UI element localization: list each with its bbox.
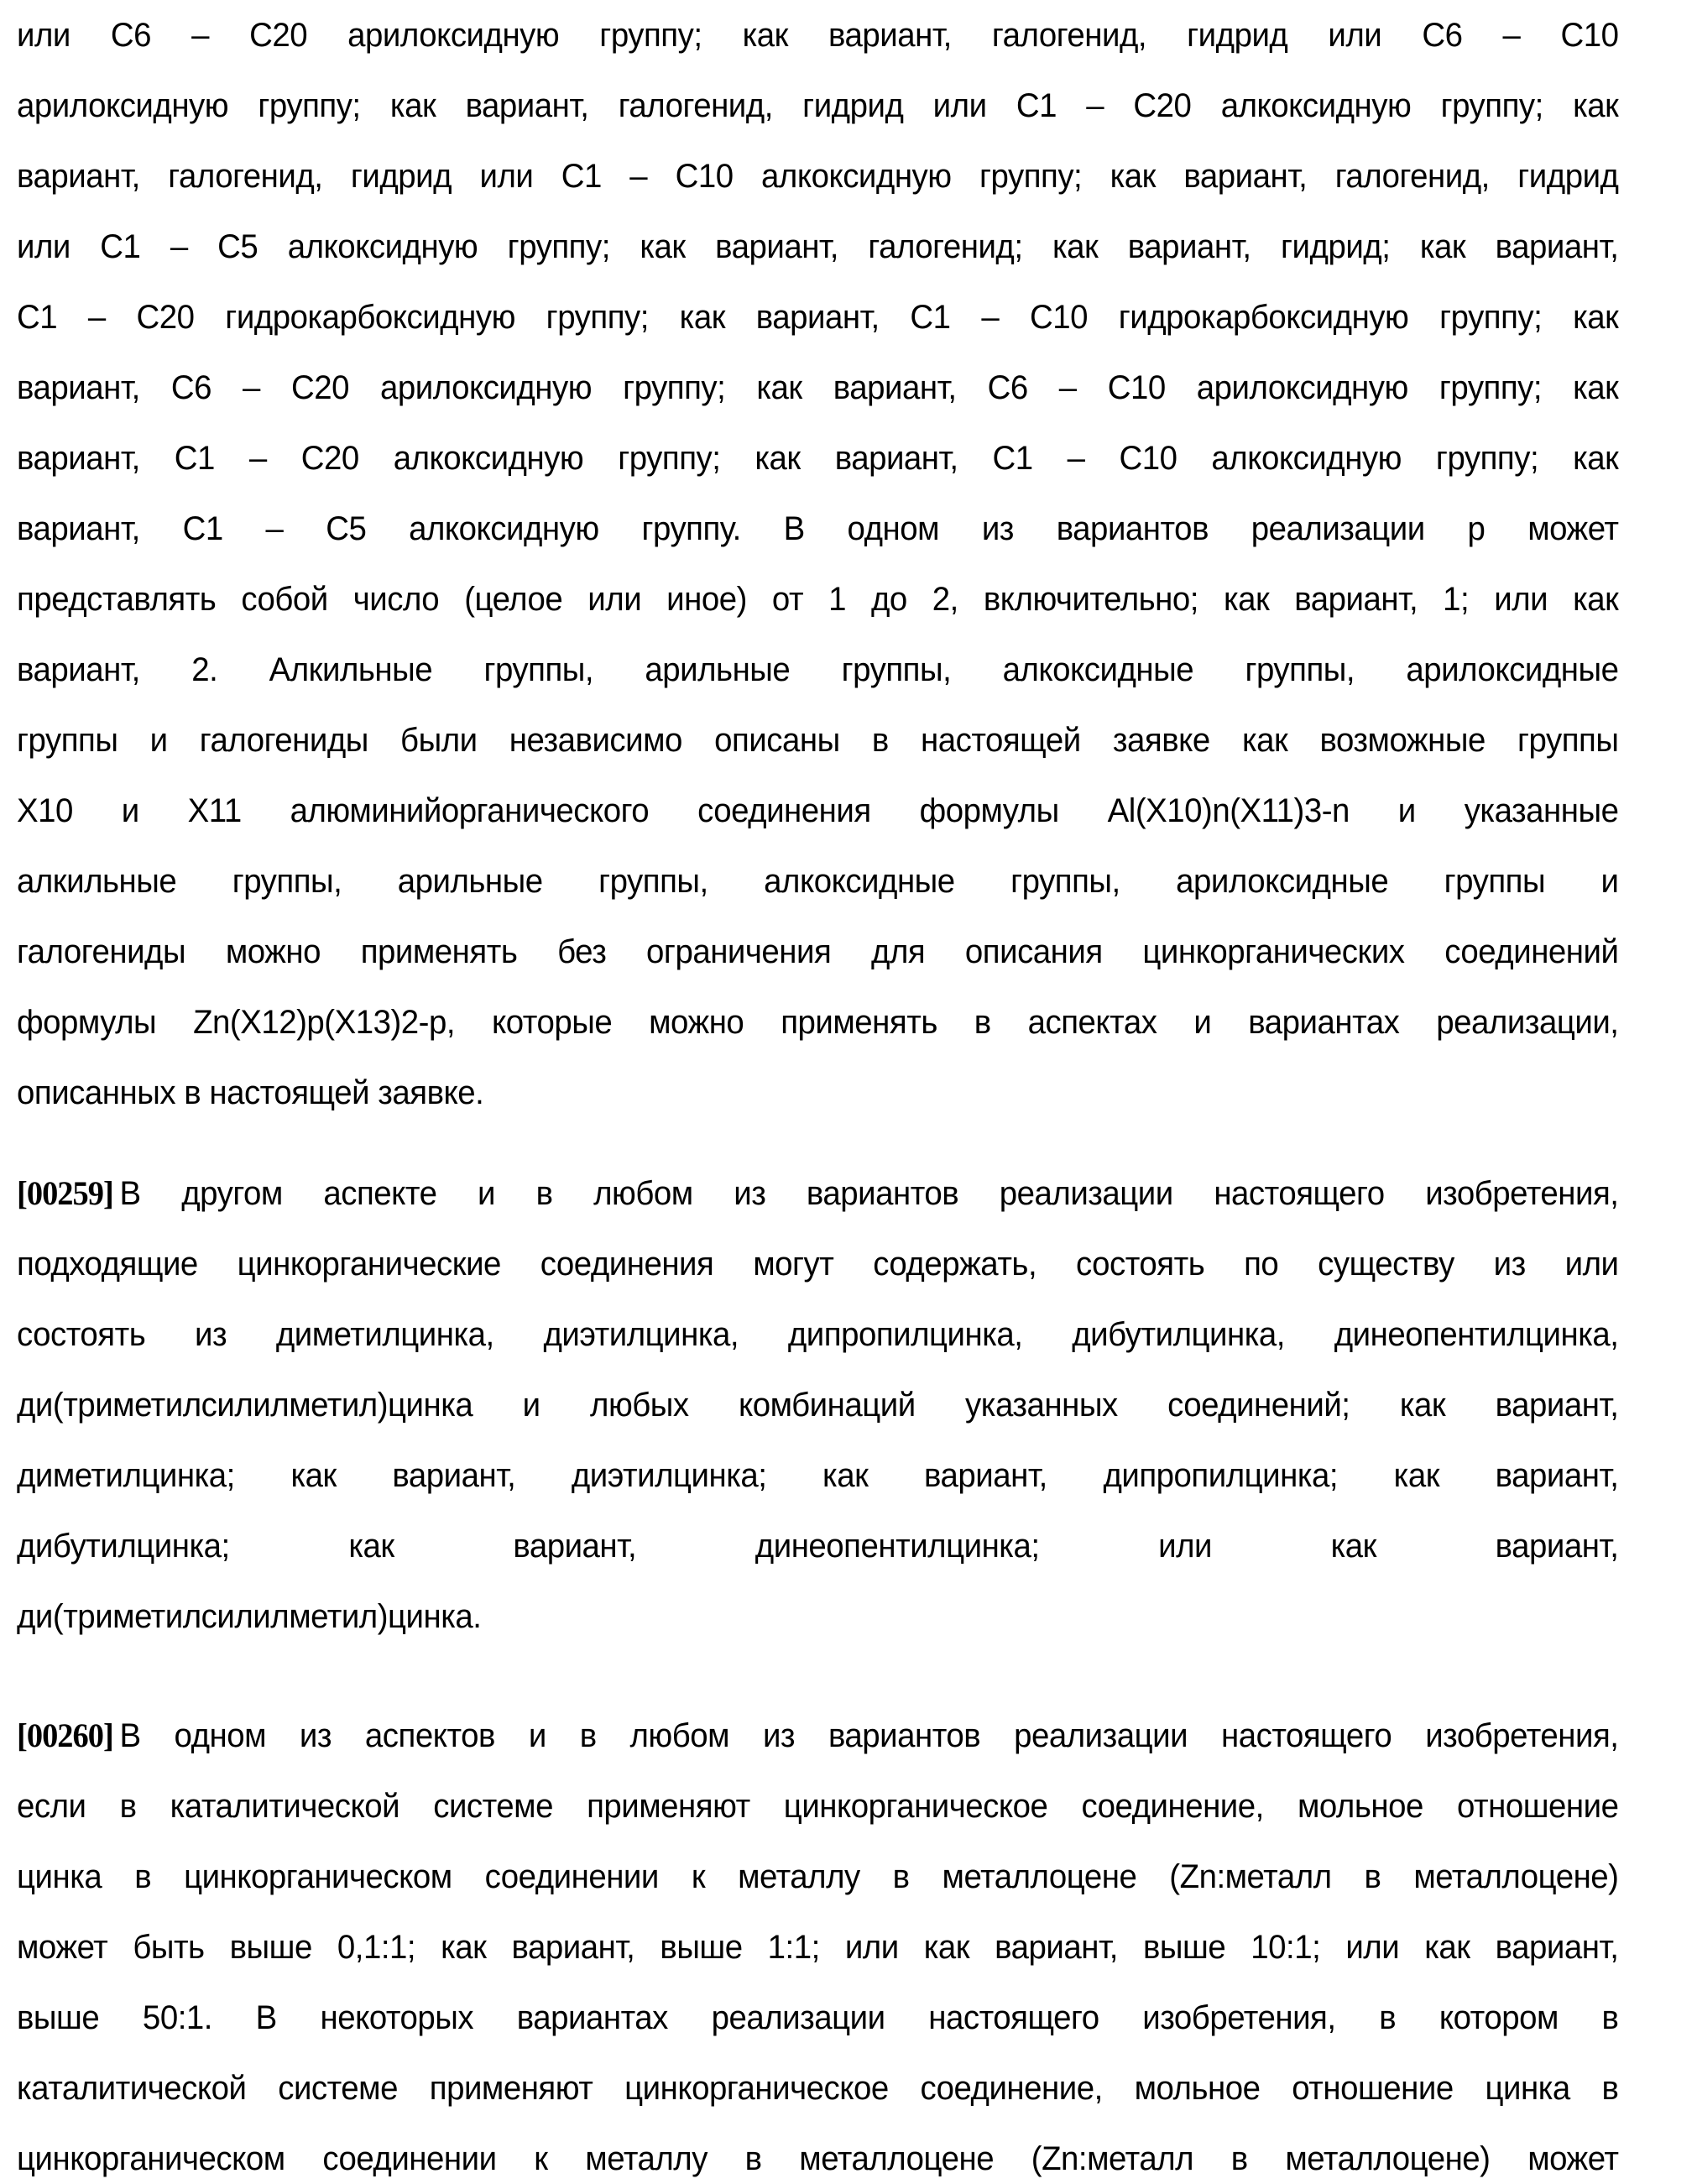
text-line: вариант, C1 – C20 алкоксидную группу; как вариант, C1 – C10 алкоксидную группу; как: [17, 440, 1619, 477]
text-line: выше 50:1. В некоторых вариантах реализации настоящего изобретения, в котором в: [17, 1999, 1619, 2036]
paragraph-number: [00260]: [17, 1716, 113, 1754]
text-line: цинкорганическом соединении к металлу в металлоцене (Zn:металл в металлоцене) может: [17, 2140, 1619, 2177]
text-line: [17, 1168, 1618, 1219]
paragraph-number: [00259]: [17, 1174, 113, 1212]
text-line: ди(триметилсилилметил)цинка и любых комбинаций указанных соединений; как вариант,: [17, 1387, 1619, 1424]
text-line: или C6 – C20 арилоксидную группу; как вариант, галогенид, гидрид или C6 – C10: [17, 17, 1619, 54]
text-line: вариант, C1 – C5 алкоксидную группу. В одном из вариантов реализации p может: [17, 510, 1619, 547]
text-line: вариант, галогенид, гидрид или C1 – C10 алкоксидную группу; как вариант, галогенид, гидрид: [17, 158, 1619, 195]
text-line: представлять собой число (целое или иное) от 1 до 2, включительно; как вариант, 1; или как: [17, 581, 1619, 618]
text-line: ди(триметилсилилметил)цинка.: [17, 1598, 482, 1635]
text-line: арилоксидную группу; как вариант, галогенид, гидрид или C1 – C20 алкоксидную группу; как: [17, 87, 1619, 124]
text-line: C1 – C20 гидрокарбоксидную группу; как вариант, C1 – C10 гидрокарбоксидную группу; как: [17, 299, 1619, 336]
text-line: может быть выше 0,1:1; как вариант, выше 1:1; или как вариант, выше 10:1; или как вариант,: [17, 1929, 1619, 1966]
text-line: галогениды можно применять без ограничения для описания цинкорганических соединений: [17, 933, 1619, 970]
text-line: или C1 – C5 алкоксидную группу; как вариант, галогенид; как вариант, гидрид; как вариант,: [17, 228, 1619, 265]
text-line: описанных в настоящей заявке.: [17, 1074, 484, 1111]
text-line: каталитической системе применяют цинкорганическое соединение, мольное отношение цинка в: [17, 2070, 1619, 2107]
text-line: вариант, C6 – C20 арилоксидную группу; как вариант, C6 – C10 арилоксидную группу; как: [17, 369, 1619, 406]
text-line: диметилцинка; как вариант, диэтилцинка; как вариант, дипропилцинка; как вариант,: [17, 1457, 1619, 1494]
text-line: цинка в цинкорганическом соединении к металлу в металлоцене (Zn:металл в металлоцене): [17, 1858, 1619, 1895]
text-line: формулы Zn(X12)p(X13)2-p, которые можно применять в аспектах и вариантах реализации,: [17, 1004, 1619, 1041]
text-line: если в каталитической системе применяют цинкорганическое соединение, мольное отношение: [17, 1788, 1619, 1825]
text-line: вариант, 2. Алкильные группы, арильные группы, алкоксидные группы, арилоксидные: [17, 651, 1619, 688]
text-line: дибутилцинка; как вариант, динеопентилцинка; или как вариант,: [17, 1528, 1619, 1565]
text-span: В другом аспекте и в любом из вариантов реализации настоящего изобретения,: [119, 1175, 1619, 1212]
text-span: В одном из аспектов и в любом из вариантов реализации настоящего изобретения,: [119, 1717, 1619, 1754]
text-line: группы и галогениды были независимо описаны в настоящей заявке как возможные группы: [17, 722, 1619, 759]
text-line: [17, 1711, 1618, 1761]
text-line: алкильные группы, арильные группы, алкоксидные группы, арилоксидные группы и: [17, 863, 1619, 900]
text-line: подходящие цинкорганические соединения могут содержать, состоять по существу из или: [17, 1246, 1619, 1283]
text-line: X10 и X11 алюминийорганического соединения формулы Al(X10)n(X11)3-n и указанные: [17, 792, 1619, 829]
text-line: состоять из диметилцинка, диэтилцинка, дипропилцинка, дибутилцинка, динеопентилцинка,: [17, 1316, 1619, 1353]
